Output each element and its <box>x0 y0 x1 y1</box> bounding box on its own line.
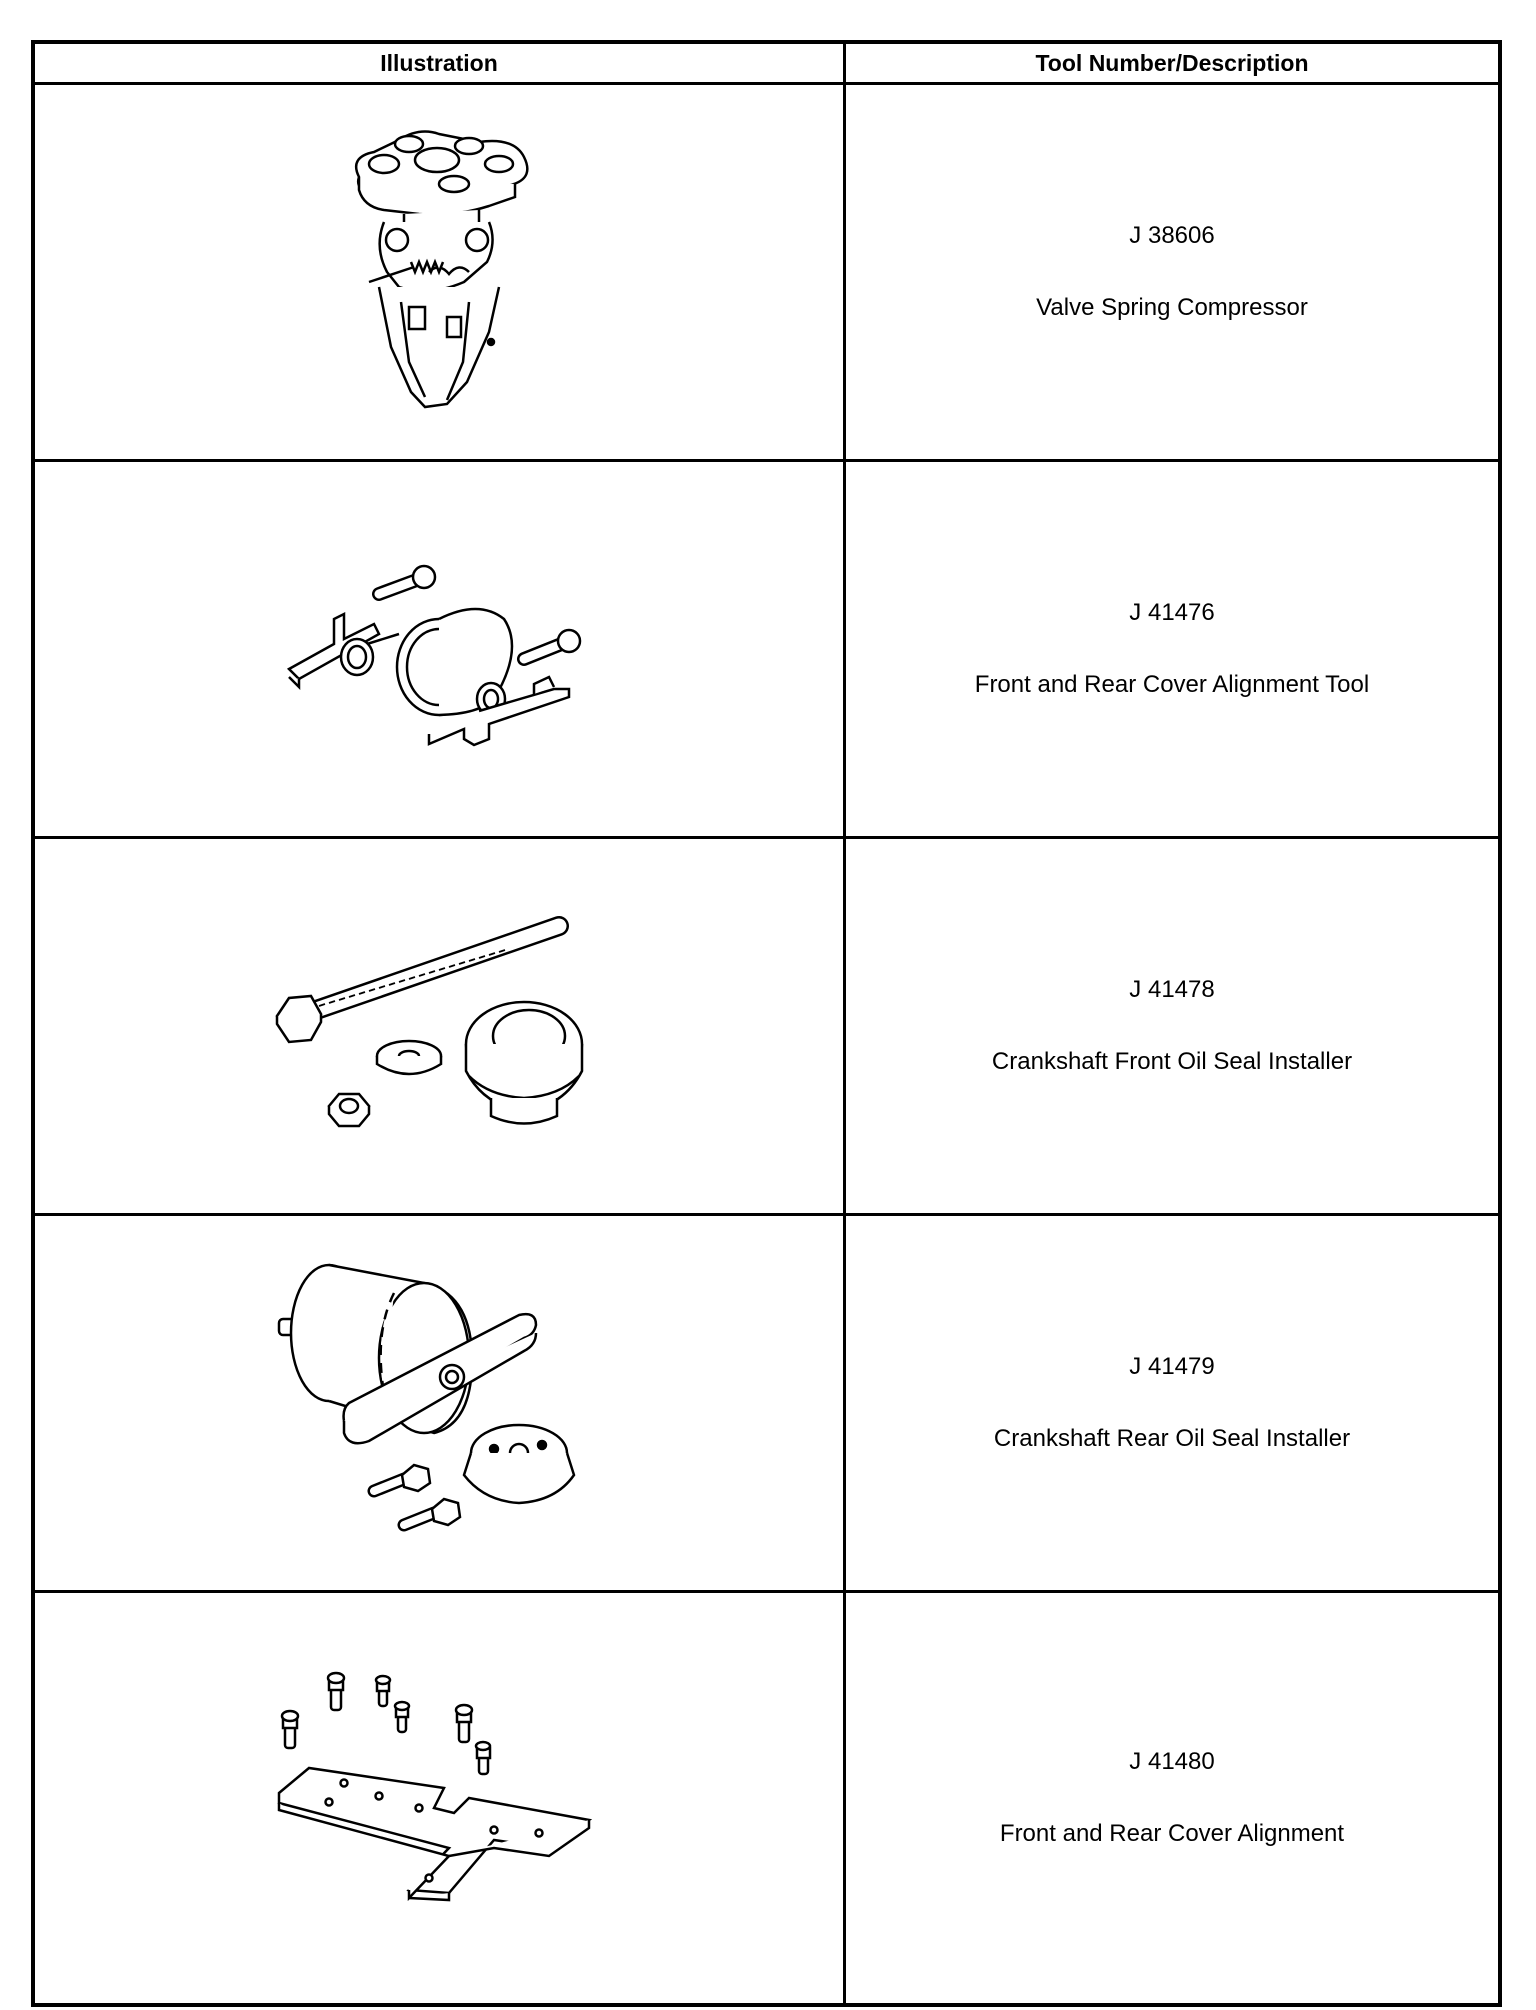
illustration-cell <box>33 461 845 838</box>
table-row <box>33 461 1500 838</box>
table-row <box>33 1215 1500 1592</box>
illustration-cell <box>33 1592 845 2006</box>
table-row <box>33 1592 1500 2006</box>
illustration-cell <box>33 84 845 461</box>
tool-number: J 41478 <box>1129 976 1215 1003</box>
cover-alignment-plate-icon <box>269 1668 609 1928</box>
tool-cell <box>845 1215 1501 1592</box>
table-row <box>33 838 1500 1215</box>
cover-alignment-tool-icon <box>279 539 599 759</box>
illustration-cell <box>33 1215 845 1592</box>
table-row <box>33 84 1500 461</box>
special-tools-table <box>31 40 1502 2007</box>
tool-cell <box>845 84 1501 461</box>
tool-number: J 41476 <box>1129 599 1215 626</box>
tool-cell <box>845 1592 1501 2006</box>
illustration-cell <box>33 838 845 1215</box>
illustration-header: Illustration <box>33 42 845 84</box>
rear-oil-seal-installer-icon <box>274 1253 604 1553</box>
tool-description: Valve Spring Compressor <box>1036 294 1308 321</box>
tool-number: J 38606 <box>1129 222 1215 249</box>
tool-number: J 41479 <box>1129 1353 1215 1380</box>
tool-cell <box>845 461 1501 838</box>
valve-spring-compressor-icon <box>329 122 549 422</box>
tool-header: Tool Number/Description <box>845 42 1501 84</box>
tool-description: Crankshaft Front Oil Seal Installer <box>991 1048 1353 1075</box>
tool-number: J 41480 <box>1129 1748 1215 1775</box>
tool-cell <box>845 838 1501 1215</box>
tool-description: Crankshaft Rear Oil Seal Installer <box>993 1425 1351 1452</box>
tool-description: Front and Rear Cover Alignment <box>999 1820 1345 1847</box>
header-row <box>33 42 1500 84</box>
front-oil-seal-installer-icon <box>259 906 619 1146</box>
tool-description: Front and Rear Cover Alignment Tool <box>974 671 1370 698</box>
